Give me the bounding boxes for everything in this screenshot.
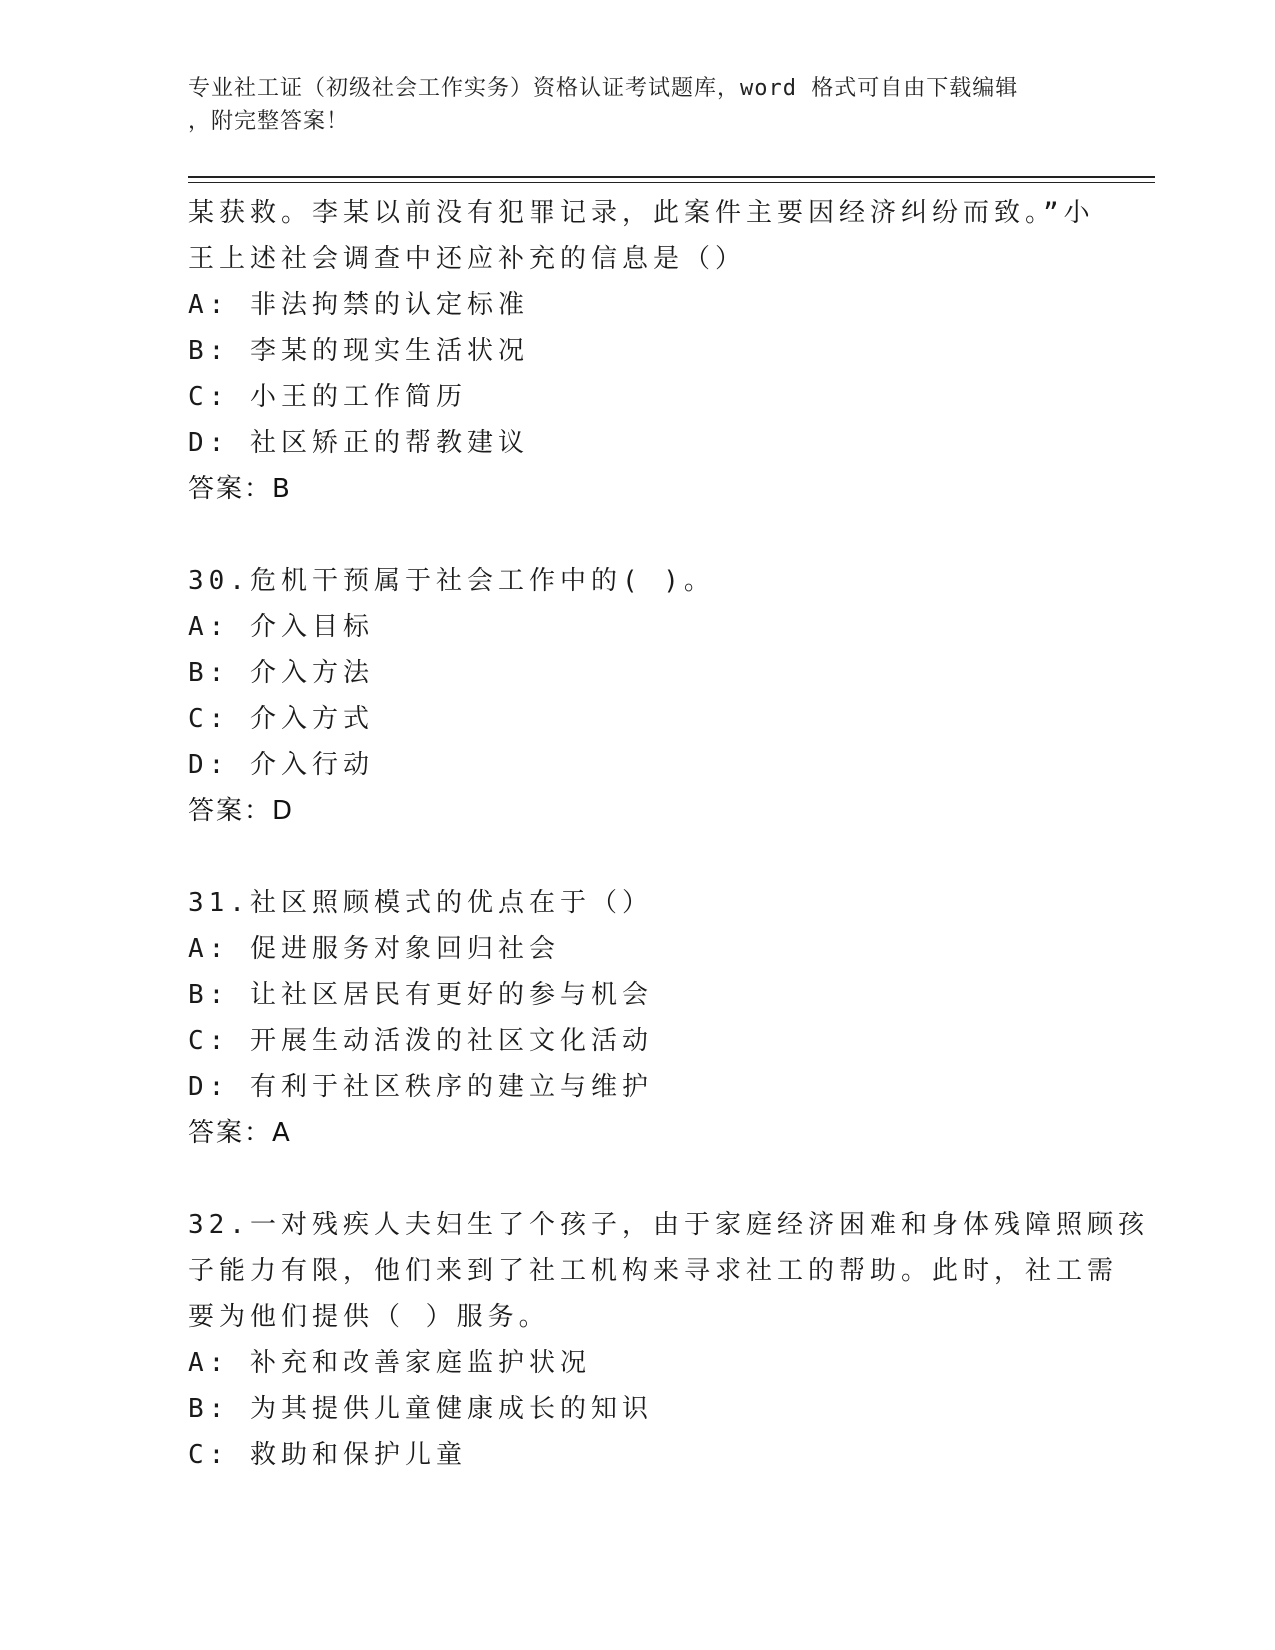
spacer (188, 512, 1088, 558)
option-d: D: 社区矫正的帮教建议 (188, 428, 529, 458)
question-text-line: 王上述社会调查中还应补充的信息是（） (188, 244, 747, 274)
question-text-line: 某获救。李某以前没有犯罪记录，此案件主要因经济纠纷而致。”小 (188, 198, 1095, 228)
question-32 (188, 1202, 1149, 1478)
header-rule-thick (188, 176, 1155, 178)
option-c: C: 救助和保护儿童 (188, 1440, 467, 1470)
question-31 (188, 880, 1088, 1156)
question-text-line: 要为他们提供（ ）服务。 (188, 1302, 550, 1332)
option-a: A: 介入目标 (188, 612, 374, 642)
spacer (188, 834, 1088, 880)
question-text-line: 子能力有限，他们来到了社工机构来寻求社工的帮助。此时，社工需 (188, 1256, 1119, 1286)
answer-line: 答案：D (188, 796, 295, 826)
option-b: B: 介入方法 (188, 658, 374, 688)
answer-line: 答案：B (188, 474, 292, 504)
option-a: A: 非法拘禁的认定标准 (188, 290, 529, 320)
question-content (188, 190, 1149, 1478)
header-line-2: ，附完整答案！ (188, 109, 350, 134)
question-29-continuation (188, 190, 1095, 512)
question-text-line: 30.危机干预属于社会工作中的( )。 (188, 566, 715, 596)
option-a: A: 促进服务对象回归社会 (188, 934, 560, 964)
option-d: D: 有利于社区秩序的建立与维护 (188, 1072, 653, 1102)
option-c: C: 小王的工作简历 (188, 382, 467, 412)
header-rule-thin (188, 182, 1155, 183)
option-b: B: 为其提供儿童健康成长的知识 (188, 1394, 653, 1424)
option-a: A: 补充和改善家庭监护状况 (188, 1348, 591, 1378)
question-text-line: 31.社区照顾模式的优点在于（） (188, 888, 653, 918)
header-line-1: 专业社工证（初级社会工作实务）资格认证考试题库，word 格式可自由下载编辑 (188, 76, 1019, 101)
spacer (188, 1156, 1088, 1202)
option-b: B: 让社区居民有更好的参与机会 (188, 980, 653, 1010)
option-c: C: 开展生动活泼的社区文化活动 (188, 1026, 653, 1056)
option-b: B: 李某的现实生活状况 (188, 336, 529, 366)
question-text-line: 32.一对残疾人夫妇生了个孩子，由于家庭经济困难和身体残障照顾孩 (188, 1210, 1149, 1240)
question-30 (188, 558, 1088, 834)
page-header (188, 72, 1088, 138)
option-d: D: 介入行动 (188, 750, 374, 780)
option-c: C: 介入方式 (188, 704, 374, 734)
answer-line: 答案：A (188, 1118, 292, 1148)
